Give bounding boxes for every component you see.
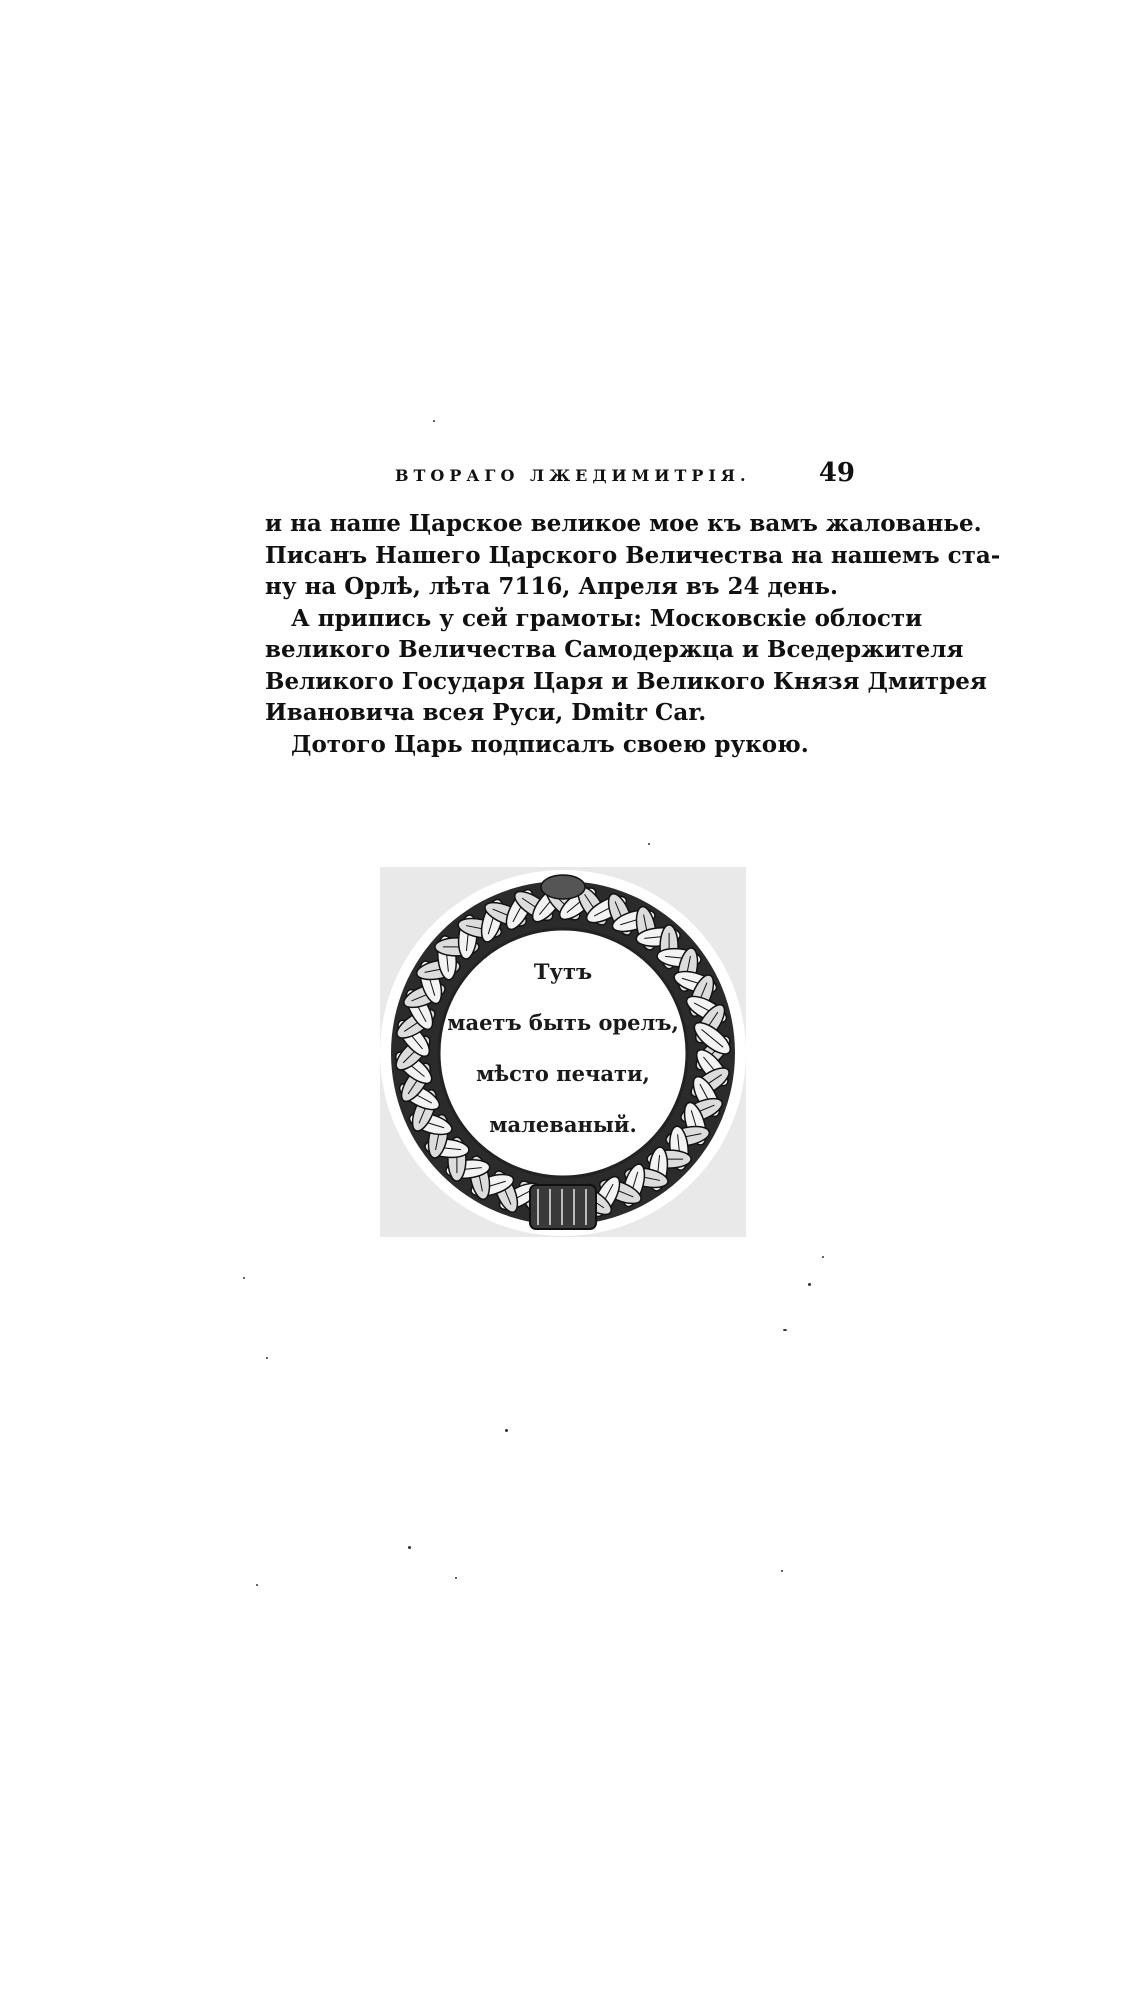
text-line: Ивановича всея Руси, Dmitr Car. (265, 699, 707, 726)
scan-speck (266, 1357, 268, 1359)
scan-speck (455, 1577, 457, 1579)
text-line: Великого Государя Царя и Великого Князя Дмитрея (265, 667, 987, 695)
seal-inscription (380, 867, 746, 1237)
scan-speck (433, 420, 435, 422)
scan-speck (256, 1584, 258, 1586)
scan-speck (808, 1283, 811, 1286)
page-number: 49 (818, 458, 855, 488)
scan-speck (781, 1570, 783, 1572)
text-line: А припись у сей грамоты: Московскіе облости (291, 604, 923, 632)
seal-line: Тутъ (533, 959, 593, 984)
scan-speck (822, 1256, 824, 1258)
text-line: ну на Орлѣ, лѣта 7116, Апреля въ 24 день. (265, 573, 838, 600)
seal-line: малеваный. (489, 1112, 637, 1137)
text-line: и на наше Царское великое мое къ вамъ жалованье. (265, 510, 982, 537)
scan-speck (505, 1429, 508, 1432)
scan-speck (243, 1277, 245, 1279)
text-line: Писанъ Нашего Царского Величества на нашемъ ста- (265, 541, 1001, 569)
running-title: ВТОРАГО ЛЖЕДИМИТРІЯ. (395, 466, 751, 485)
running-head (265, 458, 855, 498)
scan-speck (783, 1329, 787, 1331)
seal-line: мѣсто печати, (476, 1061, 650, 1086)
seal-line: маетъ быть орелъ, (447, 1010, 679, 1035)
scan-speck (648, 843, 650, 845)
scan-speck (408, 1546, 411, 1549)
text-line: Дотого Царь подписалъ своею рукою. (291, 730, 809, 758)
text-line: великого Величества Самодержца и Вседержителя (265, 636, 964, 663)
body-text (265, 508, 1001, 760)
seal-wreath (380, 867, 746, 1237)
